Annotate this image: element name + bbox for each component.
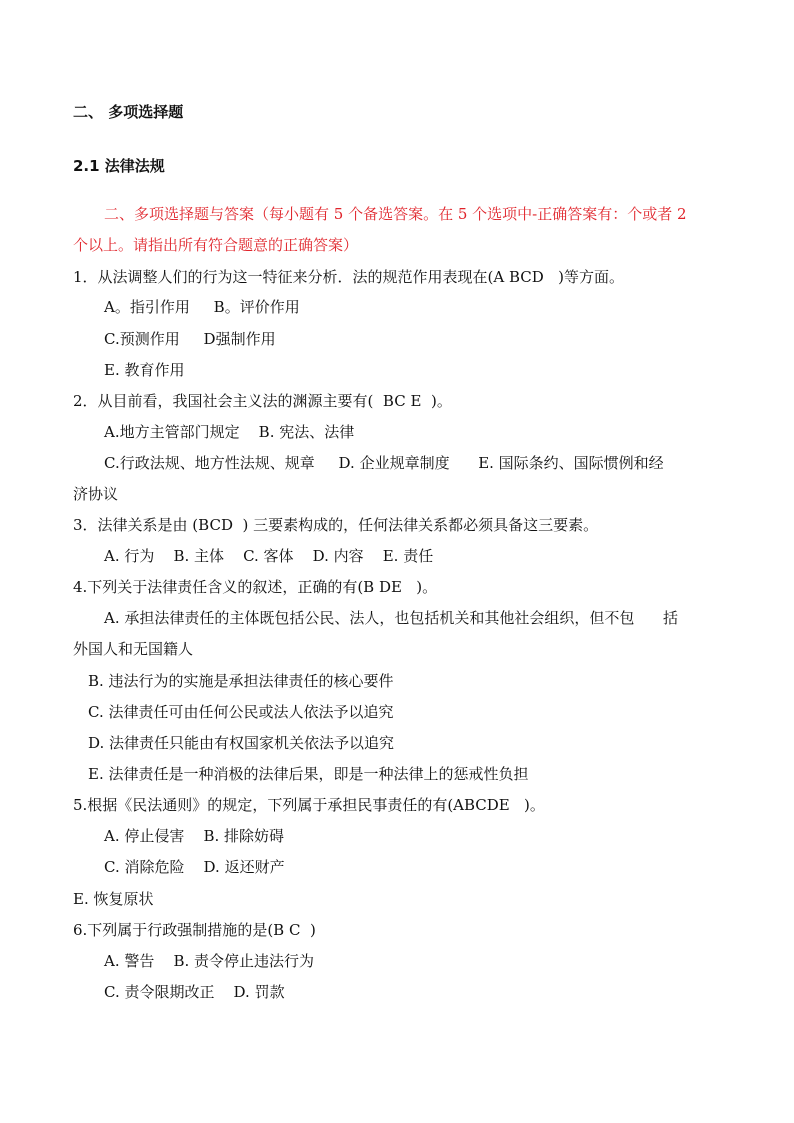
- question-4-stem: 4.下列关于法律责任含义的叙述，正确的有(B DE )。: [73, 578, 438, 596]
- question-5-stem: 5.根据《民法通则》的规定，下列属于承担民事责任的有(ABCDE )。: [73, 796, 545, 814]
- question-6-option-line: A. 警告 B. 责令停止违法行为: [104, 952, 315, 970]
- question-1-option-line: E. 教育作用: [104, 361, 185, 379]
- question-6-option-line: C. 责令限期改正 D. 罚款: [104, 983, 285, 1001]
- question-1-option-line: A。指引作用 B。评价作用: [104, 298, 300, 316]
- section-heading: 二、 多项选择题: [73, 103, 184, 121]
- question-2-option-line: A.地方主管部门规定 B. 宪法、法律: [104, 423, 355, 441]
- question-4-option-line: E. 法律责任是一种消极的法律后果，即是一种法律上的惩戒性负担: [88, 765, 529, 783]
- subsection-heading: 2.1 法律法规: [73, 157, 165, 175]
- question-4-option-line: 外国人和无国籍人: [73, 640, 194, 658]
- question-5-option-line: C. 消除危险 D. 返还财产: [104, 858, 285, 876]
- question-2-option-line: C.行政法规、地方性法规、规章 D. 企业规章制度 E. 国际条约、国际惯例和经: [104, 454, 664, 472]
- question-5-option-line: E. 恢复原状: [73, 890, 154, 908]
- question-6-stem: 6.下列属于行政强制措施的是(B C ): [73, 921, 316, 939]
- question-3-option-line: A. 行为 B. 主体 C. 客体 D. 内容 E. 责任: [104, 547, 434, 565]
- instruction-line-2: 个以上。请指出所有符合题意的正确答案）: [73, 236, 359, 254]
- question-4-option-line: B. 违法行为的实施是承担法律责任的核心要件: [88, 672, 394, 690]
- question-5-option-line: A. 停止侵害 B. 排除妨碍: [104, 827, 285, 845]
- question-3-stem: 3．法律关系是由 (BCD ) 三要素构成的，任何法律关系都必须具备这三要素。: [73, 516, 599, 534]
- question-2-option-line: 济协议: [73, 485, 119, 503]
- question-4-option-line: A. 承担法律责任的主体既包括公民、法人，也包括机关和其他社会组织，但不包 括: [104, 609, 678, 627]
- question-1-stem: 1．从法调整人们的行为这一特征来分析．法的规范作用表现在(A BCD )等方面。: [73, 268, 624, 286]
- question-4-option-line: D. 法律责任只能由有权国家机关依法予以追究: [88, 734, 395, 752]
- question-2-stem: 2．从目前看，我国社会主义法的渊源主要有( BC E )。: [73, 392, 452, 410]
- question-4-option-line: C. 法律责任可由任何公民或法人依法予以追究: [88, 703, 394, 721]
- instruction-line-1: 二、多项选择题与答案（每小题有 5 个备选答案。在 5 个选项中-正确答案有：个或者 2: [104, 205, 687, 223]
- question-1-option-line: C.预测作用 D强制作用: [104, 330, 276, 348]
